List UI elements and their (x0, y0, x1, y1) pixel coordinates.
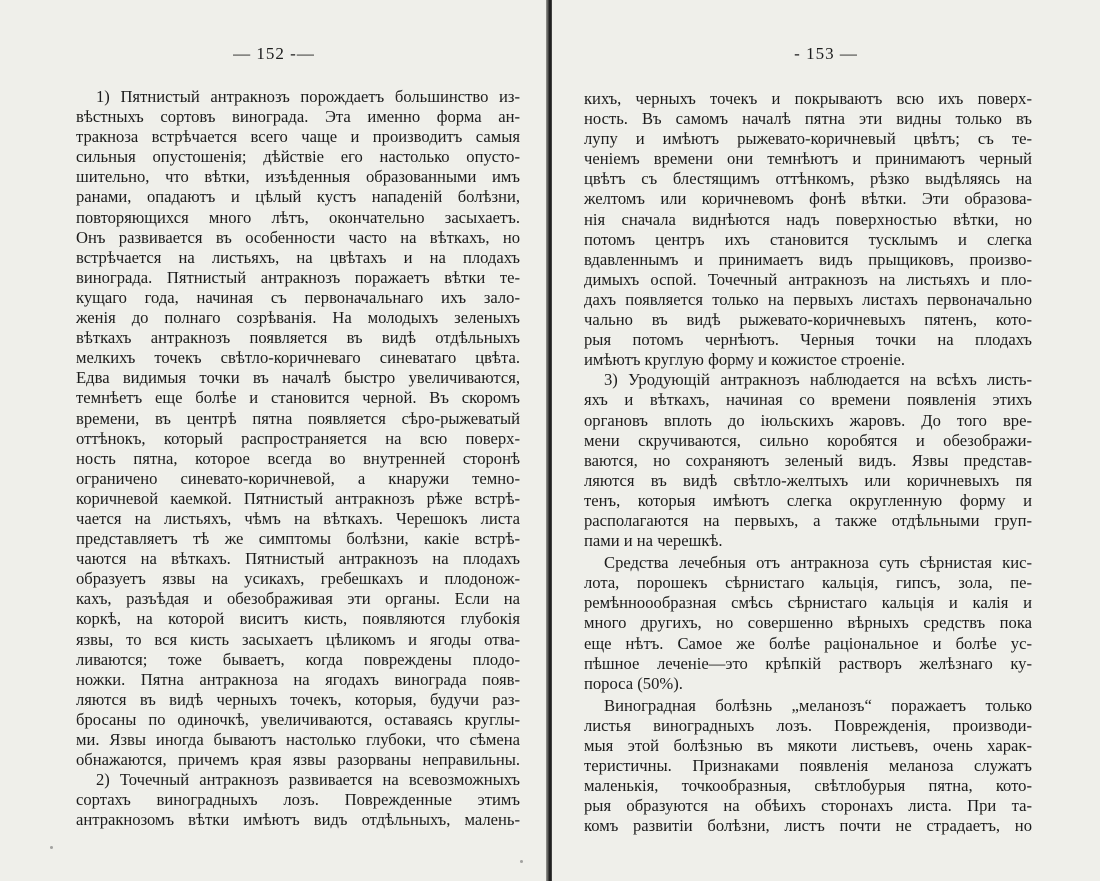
text-line: повторяющихся много лѣтъ, окончательно засыхаетъ. (76, 207, 520, 227)
text-line: ножки. Пятна антракноза на ягодахъ винограда появ- (76, 669, 520, 689)
text-line: маленькія, точкообразныя, свѣтлобурыя пятна, кото- (584, 776, 1032, 796)
text-line: лупу и имѣютъ рыжевато-коричневый цвѣтъ; съ те- (584, 129, 1032, 149)
text-line: ми. Язвы иногда бываютъ настолько глубоки, что сѣмена (76, 730, 520, 749)
text-line: Средства лечебныя отъ антракноза суть сѣрнистая кис- (604, 553, 1032, 573)
text-line: мыя этой болѣзнью въ мякоти листьевъ, очень харак- (584, 736, 1032, 755)
text-line: ливаются; тоже бываетъ, когда повреждены плодо- (76, 649, 520, 669)
text-line: встрѣчается на листьяхъ, на цвѣтахъ и на плодахъ (76, 247, 520, 267)
scan-speck (520, 860, 523, 863)
text-line: желтомъ или коричневомъ фонѣ вѣтки. Эти образова- (584, 189, 1032, 209)
text-line: кущаго года, начиная съ первоначальнаго ихъ зало- (76, 287, 520, 307)
text-line: рыя образуются на обѣихъ сторонахъ листа. При та- (584, 796, 1032, 816)
text-line: коричневой каемкой. Пятнистый антракнозъ рѣже встрѣ- (76, 488, 520, 508)
text-line: язвы, то вся кисть засыхаетъ цѣликомъ и ягоды отва- (76, 629, 520, 649)
text-line: пѣшное леченіе—это крѣпкій растворъ желѣзнаго ку- (584, 653, 1032, 673)
text-line: рыя потомъ чернѣютъ. Черныя точки на плодахъ (584, 330, 1032, 350)
text-line: коркѣ, на которой виситъ кисть, появляются глубокія (76, 609, 520, 629)
text-line: листья виноградныхъ лозъ. Поврежденія, производи- (584, 715, 1032, 735)
text-line: ваются, но сохраняютъ зеленый видъ. Язвы представ- (584, 450, 1032, 470)
text-line: сильныя опустошенія; дѣйствіе его настолько опусто- (76, 147, 520, 167)
text-line: образуетъ язвы на усикахъ, гребешкахъ и плодонож- (76, 569, 520, 589)
text-line: 2) Точечный антракнозъ развивается на всевозможныхъ (96, 770, 520, 790)
text-line: вѣстныхъ сортовъ винограда. Эта именно форма ан- (76, 107, 520, 127)
text-line: потомъ центръ ихъ становится тусклымъ и слегка (584, 229, 1032, 249)
text-line: чаются на вѣткахъ. Пятнистый антракнозъ на плодахъ (76, 549, 520, 569)
text-line: 1) Пятнистый антракнозъ порождаетъ большинство из- (96, 87, 520, 106)
text-line: ляются въ видѣ черныхъ точекъ, которыя, будучи раз- (76, 689, 520, 709)
text-line: сортахъ виноградныхъ лозъ. Поврежденные этимъ (76, 790, 520, 810)
text-line: женія до полнаго созрѣванія. На молодыхъ зеленыхъ (76, 308, 520, 328)
text-line: теристичны. Признаками появленія меланоза служатъ (584, 756, 1032, 776)
text-line: ность. Въ самомъ началѣ пятна эти видны только въ (584, 109, 1032, 129)
text-line: нія сначала виднѣются надъ поверхностью вѣтки, но (584, 209, 1032, 229)
text-line: дахъ появляется только на первыхъ листахъ первоначально (584, 289, 1032, 309)
text-line: представляетъ тѣ же симптомы болѣзни, какіе встрѣ- (76, 529, 520, 549)
text-line: Едва видимыя точки въ началѣ быстро увеличиваются, (76, 368, 520, 388)
text-line: цвѣтъ съ блестящимъ оттѣнкомъ, рѣзко выдѣляясь на (584, 169, 1032, 189)
text-line: ляются въ видѣ свѣтло-желтыхъ или коричневыхъ пя (584, 470, 1032, 490)
text-line: ремѣнноообразная смѣсь сѣрнистаго кальція и калія и (584, 593, 1032, 613)
right-page (552, 0, 1100, 881)
left-page-text (76, 87, 520, 830)
text-line: располагаются на первыхъ, а также отдѣльными груп- (584, 510, 1032, 530)
page-number-right: - 153 — (794, 44, 858, 63)
text-line: вдавленнымъ и принимаетъ видъ прыщиковъ, произво- (584, 249, 1032, 269)
text-line: чально въ видѣ рыжевато-коричневыхъ пятенъ, кото- (584, 310, 1032, 330)
text-line: обнажаются, причемъ края язвы разорваны неправильны. (76, 750, 520, 770)
text-line: димыхъ оспой. Точечный антракнозъ на листьяхъ и пло- (584, 269, 1032, 289)
text-line: темнѣетъ еще болѣе и становится черной. Въ скоромъ (76, 388, 520, 408)
text-line: тракноза встрѣчается всего чаще и производитъ самыя (76, 127, 520, 147)
text-line: оттѣнокъ, который распространяется на всю поверх- (76, 428, 520, 448)
text-line: кихъ, черныхъ точекъ и покрываютъ всю ихъ поверх- (584, 89, 1032, 108)
text-line: времени, въ центрѣ пятна появляется сѣро-рыжеватый (76, 408, 520, 428)
scan-speck (50, 846, 53, 849)
text-line: имѣютъ круглую форму и кожистое строеніе. (584, 350, 905, 370)
text-line: тенъ, которыя имѣютъ слегка округленную форму и (584, 490, 1032, 510)
text-line: 3) Уродующій антракнозъ наблюдается на всѣхъ листь- (604, 370, 1032, 390)
text-line: мени скручиваются, сильно коробятся и обезображи- (584, 430, 1032, 450)
text-line: ранами, опадаютъ и цѣлый кустъ нападеній болѣзни, (76, 187, 520, 207)
text-line: Онъ развивается въ особенности часто на вѣткахъ, но (76, 227, 520, 247)
text-line: мелкихъ точекъ свѣтло-коричневаго синеватаго цвѣта. (76, 348, 520, 368)
text-line: ность пятна, которое всегда во внутренней сторонѣ (76, 448, 520, 468)
text-line: ограничено синевато-коричневой, а кнаружи темно- (76, 468, 520, 488)
text-line: яхъ и вѣткахъ, начиная со времени появленія этихъ (584, 390, 1032, 410)
text-line: комъ развитіи болѣзни, листъ почти не страдаетъ, но (584, 816, 1032, 836)
left-page (0, 0, 548, 881)
text-line: много другихъ, но совершенно вѣрныхъ средствъ пока (584, 613, 1032, 633)
text-line: бросаны по одиночкѣ, увеличиваются, оставаясь круглы- (76, 709, 520, 729)
text-line: вѣткахъ антракнозъ появляется въ видѣ отдѣльныхъ (76, 328, 520, 348)
text-line: пороса (50%). (584, 673, 683, 693)
text-line: Виноградная болѣзнь „меланозъ“ поражаетъ только (604, 695, 1032, 715)
text-line: антракнозомъ вѣтки имѣютъ видъ отдѣльныхъ, малень- (76, 810, 520, 830)
text-line: лота, порошекъ сѣрнистаго кальція, гипсъ, зола, пе- (584, 573, 1032, 593)
text-line: органовъ вплоть до іюльскихъ жаровъ. До того вре- (584, 410, 1032, 430)
text-line: кахъ, разъѣдая и обезображивая эти органы. Если на (76, 589, 520, 609)
text-line: еще нѣтъ. Самое же болѣе раціональное и болѣе ус- (584, 633, 1032, 653)
text-line: винограда. Пятнистый антракнозъ поражаетъ вѣтки те- (76, 267, 520, 287)
right-page-text (584, 89, 1032, 836)
text-line: шительно, что вѣтки, изъѣденныя образованными имъ (76, 167, 520, 187)
text-line: пами и на черешкѣ. (584, 531, 723, 551)
text-line: ченіемъ времени они темнѣютъ и принимаютъ черный (584, 149, 1032, 169)
page-number-left: — 152 -— (233, 44, 315, 63)
text-line: чается на листьяхъ, чѣмъ на вѣткахъ. Черешокъ листа (76, 508, 520, 528)
